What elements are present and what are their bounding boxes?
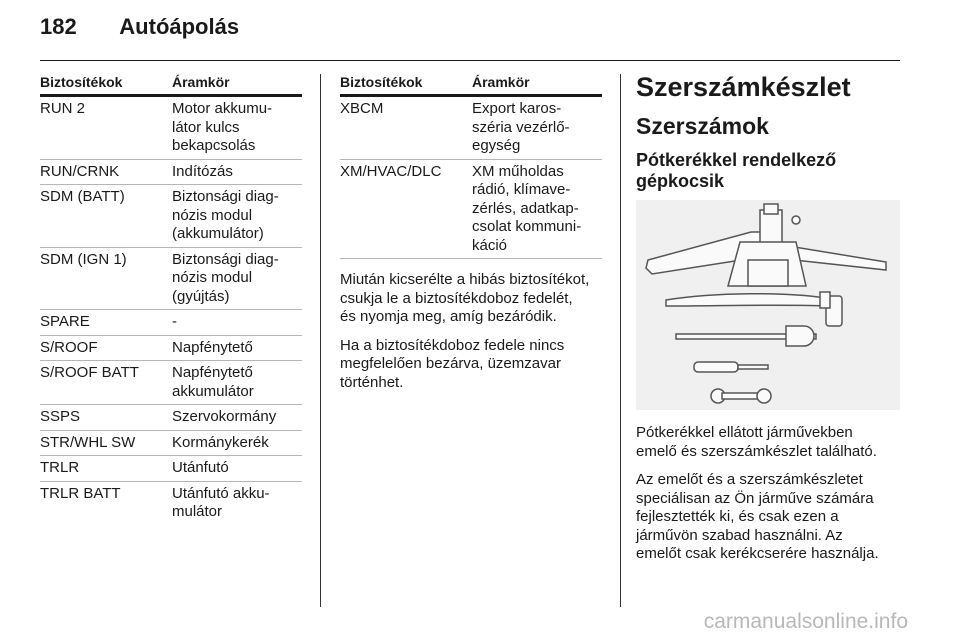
table-row xyxy=(40,310,302,336)
circuit-name: Napfénytető xyxy=(172,338,253,356)
circuit-name: XM műholdas rádió, klímave- zérlés, adatkap- csolat kommuni- káció xyxy=(472,162,582,254)
fuse-name: SSPS xyxy=(40,408,81,425)
fuse-name: SDM (IGN 1) xyxy=(40,250,127,268)
table-row xyxy=(40,405,302,431)
circuit-name: Indítózás xyxy=(172,162,233,180)
body-paragraph: Pótkerékkel ellátott járművekben emelő és szerszámkészlet található. xyxy=(636,424,877,460)
table-row xyxy=(40,185,302,248)
circuit-name: Export karos- széria vezérlő- egység xyxy=(472,100,570,154)
fuse-name: SPARE xyxy=(40,313,90,330)
circuit-name: Motor akkumu- látor kulcs bekapcsolás xyxy=(172,100,273,154)
circuit-name: Utánfutó xyxy=(172,459,229,476)
body-paragraph: Miután kicserélte a hibás biztosítékot, csukja le a biztosítékdoboz fedelét, és nyomja meg, amíg bezáródik. xyxy=(340,271,590,325)
table-row xyxy=(40,97,302,160)
circuit-name: - xyxy=(172,313,177,330)
circuit-name: Utánfutó akku- mulátor xyxy=(172,484,270,520)
table-row xyxy=(40,160,302,186)
sub-subsection-heading: Pótkerékkel rendelkező gépkocsik xyxy=(636,150,837,191)
fuse-name: XM/HVAC/DLC xyxy=(340,162,442,180)
fuse-name: RUN/CRNK xyxy=(40,162,120,180)
table-row xyxy=(340,97,602,160)
table-header xyxy=(340,74,602,97)
body-paragraph: Ha a biztosítékdoboz fedele nincs megfelelően bezárva, üzemzavar történhet. xyxy=(340,336,565,391)
fuse-table-col2 xyxy=(340,74,602,402)
table-header xyxy=(40,74,302,97)
circuit-name: Biztonsági diag- nózis modul (akkumulátor) xyxy=(172,188,279,242)
tool-kit-illustration-icon xyxy=(636,200,900,410)
table-row xyxy=(40,248,302,311)
table-row xyxy=(40,361,302,405)
table-row xyxy=(340,160,602,259)
fuse-name: TRLR BATT xyxy=(40,484,121,502)
column-divider xyxy=(320,74,321,607)
body-paragraph: Az emelőt és a szerszámkészletet speciálisan az Ön járműve számára fejlesztették ki, és csak ezen a járművön szabad használni. Az emelőt csak kerékcserére használja. xyxy=(636,471,879,562)
fuse-name: STR/WHL SW xyxy=(40,433,136,451)
table-row xyxy=(40,482,302,525)
page-header xyxy=(40,14,239,40)
fuse-name: SDM (BATT) xyxy=(40,188,125,205)
header-circuit: Áramkör xyxy=(472,74,530,90)
header-rule xyxy=(40,60,900,61)
section-heading: Szerszámkészlet xyxy=(636,72,851,102)
header-fuse: Biztosítékok xyxy=(40,74,123,90)
fuse-name: S/ROOF BATT xyxy=(40,364,139,381)
table-row xyxy=(40,456,302,482)
page-title: Autóápolás xyxy=(119,14,240,39)
circuit-name: Napfénytető akkumulátor xyxy=(172,364,254,400)
circuit-name: Biztonsági diag- nózis modul (gyújtás) xyxy=(172,250,279,305)
circuit-name: Kormánykerék xyxy=(172,433,269,451)
fuse-table-col1 xyxy=(40,74,302,525)
table-row xyxy=(40,431,302,457)
column-divider xyxy=(620,74,621,607)
table-row xyxy=(40,336,302,362)
header-fuse: Biztosítékok xyxy=(340,74,423,90)
fuse-name: RUN 2 xyxy=(40,100,86,117)
page-number: 182 xyxy=(40,14,77,39)
fuse-name: XBCM xyxy=(340,100,384,117)
fuse-name: S/ROOF xyxy=(40,338,98,356)
header-circuit: Áramkör xyxy=(172,74,230,90)
subsection-heading: Szerszámok xyxy=(636,113,769,139)
watermark-text: carmanualsonline.info xyxy=(703,610,908,633)
fuse-name: TRLR xyxy=(40,459,80,476)
toolkit-section xyxy=(636,72,900,574)
circuit-name: Szervokormány xyxy=(172,408,277,425)
